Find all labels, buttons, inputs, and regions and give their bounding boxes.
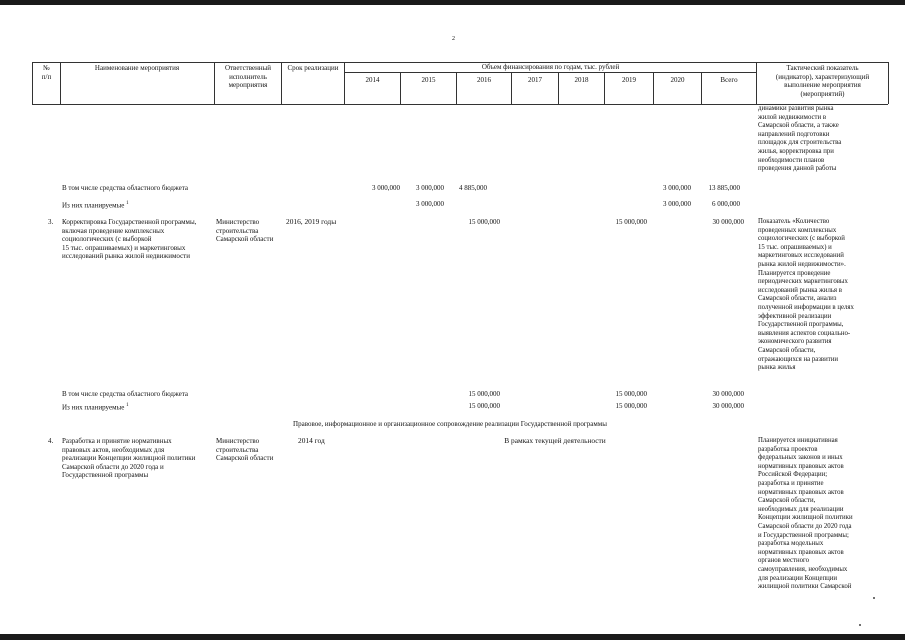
header-num: № п/п bbox=[41, 64, 52, 81]
header-col-line bbox=[888, 62, 889, 104]
row-value: 3 000,000 bbox=[372, 184, 400, 192]
item3-responsible: Министерство строительства Самарской области bbox=[216, 218, 274, 244]
row3-value: 15 000,000 bbox=[468, 402, 500, 410]
row3-value: 15 000,000 bbox=[468, 390, 500, 398]
row-value: 3 000,000 bbox=[416, 200, 444, 208]
row-label-planned: Из них планируемые $^1$ bbox=[62, 201, 129, 210]
header-year: Всего bbox=[720, 76, 738, 84]
header-year: 2015 bbox=[421, 76, 436, 84]
years-top-line bbox=[344, 72, 756, 73]
header-year: 2017 bbox=[528, 76, 542, 84]
row3-label-regional-budget: В том числе средства областного бюджета bbox=[62, 390, 189, 398]
row3-value: 30 000,000 bbox=[712, 402, 744, 410]
header-year: 2019 bbox=[622, 76, 636, 84]
item4-term: 2014 год bbox=[298, 436, 325, 445]
row-value: 3 000,000 bbox=[663, 184, 691, 192]
row-value: 4 885,000 bbox=[459, 184, 487, 192]
item3-term: 2016, 2019 годы bbox=[286, 217, 337, 226]
continued-indicator: динамики развития рынка жилой недвижимости в Самарской области, а также направлений подготовки площадок для строительства жилья, корректировка при необходимости планов проведения данной работы bbox=[758, 105, 842, 173]
header-funding-title: Объем финансирования по годам, тыс. рублей bbox=[481, 63, 620, 71]
row3-value: 15 000,000 bbox=[615, 402, 647, 410]
item4-responsible: Министерство строительства Самарской области bbox=[216, 437, 274, 463]
page-number: 2 bbox=[452, 36, 455, 42]
row-value: 6 000,000 bbox=[712, 200, 740, 208]
item3-num: 3. bbox=[48, 218, 54, 226]
row-value: 3 000,000 bbox=[416, 184, 444, 192]
header-year: 2020 bbox=[670, 76, 685, 84]
header-year: 2014 bbox=[365, 76, 380, 84]
row3-value: 15 000,000 bbox=[615, 390, 647, 398]
item3-name: Корректировка Государственной программы, включая проведение комплексных социологических (с выборкой 15 тыс. опрашиваемых) и маркетинговых исследований рынка жилой недвижимости bbox=[62, 218, 197, 261]
scan-speck bbox=[873, 597, 875, 599]
row-value: 13 885,000 bbox=[708, 184, 740, 192]
header-year: 2016 bbox=[477, 76, 491, 84]
header-year: 2018 bbox=[574, 76, 589, 84]
row-label-regional-budget: В том числе средства областного бюджета bbox=[62, 184, 189, 192]
scan-speck bbox=[859, 624, 861, 626]
row-value: 3 000,000 bbox=[663, 200, 691, 208]
item4-name: Разработка и принятие нормативных правовых актов, необходимых для реализации Концепции жилищной политики Самарской области до 2020 года и Государственной программы bbox=[62, 437, 196, 480]
section-title: Правовое, информационное и организационное сопровождение реализации Государственной программы bbox=[293, 420, 607, 428]
item3-value: 15 000,000 bbox=[615, 218, 647, 226]
item3-indicator: Показатель «Количество проведенных комплексных социологических (с выборкой 15 тыс. опрашиваемых) и маркетинговых исследований рынка жилой недвижимости». Планируется проведение периодических маркетинговых исследований рынка жилья в Самарской области, анализ полученной информации в целях эффективной реализации Государственной программы, выявления аспектов социально- экономического развития Самарской области, отражающихся на развитии рынка жилья bbox=[758, 218, 854, 372]
item4-funding-note: В рамках текущей деятельности bbox=[504, 436, 606, 445]
row3-label-planned: Из них планируемые $^1$ bbox=[62, 403, 129, 412]
scan-top-border bbox=[0, 0, 905, 5]
scan-bottom-border bbox=[0, 634, 905, 640]
item4-num: 4. bbox=[48, 437, 54, 445]
header-name: Наименование мероприятия bbox=[94, 64, 180, 72]
header-indicator: Тактический показатель (индикатор), характеризующий выполнение мероприятия (мероприятий) bbox=[775, 64, 870, 98]
header-col-line bbox=[60, 62, 61, 104]
item3-value: 30 000,000 bbox=[712, 218, 744, 226]
row3-value: 30 000,000 bbox=[712, 390, 744, 398]
item4-indicator: Планируется инициативная разработка проектов федеральных законов и иных нормативных правовых актов Российской Федерации; разработка и принятие нормативных правовых актов Самарской области, необходимых для реализации Концепции жилищной политики Самарской области до 2020 года и Государственной программы; разработка модельных нормативных правовых актов органов местного самоуправления, необходимых для реализации Концепции жилищной политики Самарской bbox=[758, 437, 853, 591]
header-term: Срок реализации bbox=[287, 64, 339, 72]
header-responsible: Ответственный исполнитель мероприятия bbox=[224, 64, 272, 90]
item3-value: 15 000,000 bbox=[468, 218, 500, 226]
